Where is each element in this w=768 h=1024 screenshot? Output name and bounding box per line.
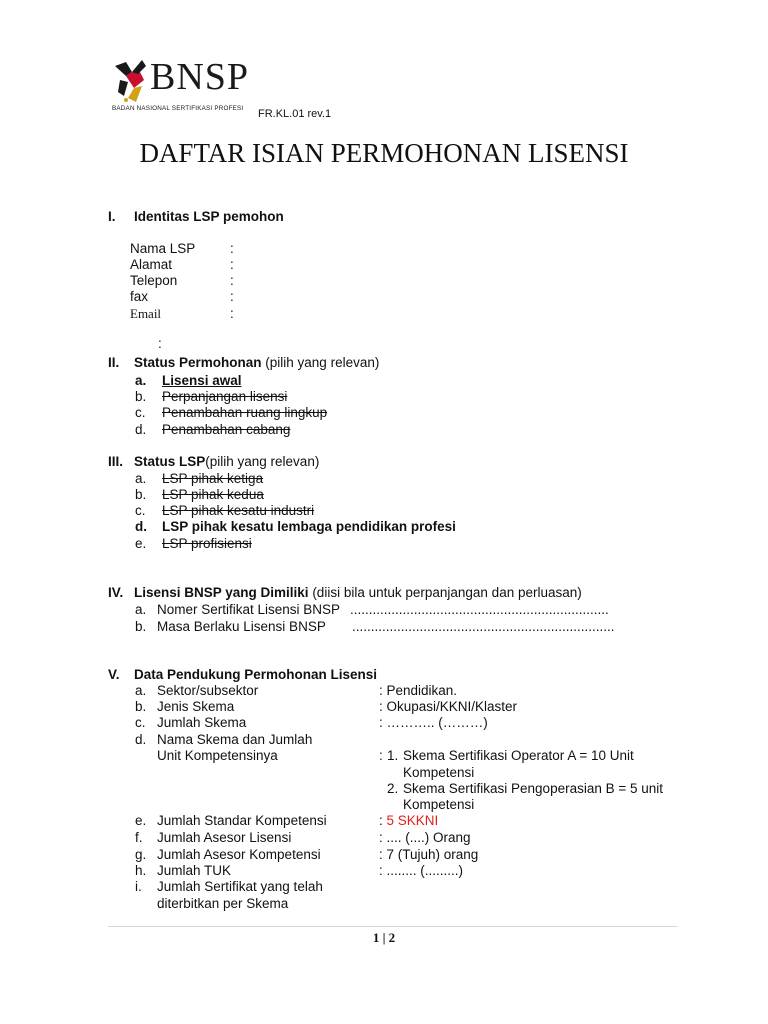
item-letter: d.	[135, 422, 147, 437]
data-row	[135, 830, 291, 845]
fill-dots: ......................................................................	[352, 619, 615, 634]
data-row	[135, 847, 321, 862]
section-title: Data Pendukung Permohonan Lisensi	[134, 667, 378, 682]
item-letter: b.	[135, 487, 147, 502]
page-title: DAFTAR ISIAN PERMOHONAN LISENSI	[139, 138, 629, 168]
item-value	[379, 813, 438, 828]
section-3-heading	[108, 454, 319, 469]
page-number: 1 | 2	[372, 930, 396, 945]
item-letter: a.	[135, 471, 147, 486]
item-text: LSP pihak ketiga	[162, 471, 264, 486]
scheme-list-text: Skema Sertifikasi Pengoperasian B = 5 unit	[403, 781, 664, 796]
field-colon: :	[230, 257, 234, 272]
item-text: Penambahan ruang lingkup	[162, 405, 328, 420]
section-number: II.	[108, 355, 120, 370]
item-text: LSP pihak kedua	[162, 487, 264, 502]
item-text: Masa Berlaku Lisensi BNSP	[157, 619, 326, 634]
scheme-list-number: 1.	[387, 748, 399, 763]
item-label: Jumlah Standar Kompetensi	[157, 813, 327, 828]
section-title: Lisensi BNSP yang Dimiliki	[134, 585, 309, 600]
logo-subtitle: BADAN NASIONAL SERTIFIKASI PROFESI	[112, 105, 244, 112]
logo-wordmark: BNSP	[150, 56, 250, 98]
stray-colon: :	[158, 336, 162, 351]
bnsp-logo	[112, 56, 252, 118]
list-item	[135, 373, 242, 388]
item-letter: b.	[135, 699, 147, 714]
item-letter: a.	[135, 602, 147, 617]
form-code: FR.KL.01 rev.1	[258, 108, 332, 120]
item-letter: a.	[135, 683, 147, 698]
section-number: I.	[108, 209, 116, 224]
item-value-highlight: 5 SKKNI	[386, 813, 439, 828]
item-value: : Pendidikan.	[379, 683, 458, 698]
item-letter: b.	[135, 389, 147, 404]
item-letter: b.	[135, 619, 147, 634]
section-number: V.	[108, 667, 120, 682]
field-label-email: Email	[130, 306, 162, 321]
item-label: Jumlah Sertifikat yang telah	[157, 879, 323, 894]
item-value: : ........ (.........)	[379, 863, 464, 878]
section-note: (diisi bila untuk perpanjangan dan perluasan)	[308, 585, 582, 600]
field-colon: :	[230, 273, 234, 288]
item-label: Sektor/subsektor	[157, 683, 259, 698]
section-title: Identitas LSP pemohon	[134, 209, 284, 224]
item-value: : .... (....) Orang	[379, 830, 471, 845]
field-label-alamat: Alamat	[130, 257, 173, 272]
list-item	[135, 471, 263, 486]
item-text: LSP pihak kesatu industri	[162, 503, 315, 518]
item-label: Jumlah TUK	[157, 863, 232, 878]
field-label-fax: fax	[130, 289, 149, 304]
scheme-list-text: Skema Sertifikasi Operator A = 10 Unit	[403, 748, 634, 763]
item-label-line2: diterbitkan per Skema	[157, 896, 289, 911]
item-text: Perpanjangan lisensi	[162, 389, 288, 404]
field-label-nama-lsp: Nama LSP	[130, 241, 196, 256]
field-label-telepon: Telepon	[130, 273, 178, 288]
item-label: Jenis Skema	[157, 699, 235, 714]
scheme-list-text: Kompetensi	[403, 797, 475, 812]
item-letter: f.	[135, 830, 143, 845]
section-number: IV.	[108, 585, 124, 600]
item-letter: i.	[135, 879, 142, 894]
item-value: : 7 (Tujuh) orang	[379, 847, 479, 862]
section-5-heading	[108, 667, 377, 682]
item-label: Jumlah Asesor Lisensi	[157, 830, 292, 845]
field-colon: :	[230, 306, 234, 321]
item-label: Nama Skema dan Jumlah	[157, 732, 313, 747]
section-1-heading	[108, 209, 284, 224]
scheme-list-number: 2.	[387, 781, 399, 796]
data-row	[135, 683, 258, 698]
field-colon: :	[230, 289, 234, 304]
item-label: Jumlah Skema	[157, 715, 247, 730]
footer-divider	[108, 926, 678, 927]
item-text: LSP pihak kesatu lembaga pendidikan profesi	[162, 519, 456, 534]
list-item	[135, 422, 290, 437]
section-note: (pilih yang relevan)	[261, 355, 380, 370]
scheme-list-text: Kompetensi	[403, 765, 475, 780]
item-label: Jumlah Asesor Kompetensi	[157, 847, 321, 862]
section-note: (pilih yang relevan)	[205, 454, 320, 469]
item-letter: d.	[135, 519, 147, 534]
garuda-emblem-icon	[112, 58, 152, 106]
list-item	[135, 602, 340, 617]
item-letter: c.	[135, 715, 146, 730]
item-text: LSP profisiensi	[162, 536, 252, 551]
item-value: : ……….. (………)	[379, 715, 488, 730]
section-number: III.	[108, 454, 124, 469]
field-colon: :	[230, 241, 234, 256]
item-text: Nomer Sertifikat Lisensi BNSP	[157, 602, 341, 617]
item-label-line2: Unit Kompetensinya	[157, 748, 278, 763]
item-letter: c.	[135, 405, 146, 420]
item-letter: h.	[135, 863, 147, 878]
list-item	[135, 503, 314, 518]
data-row	[135, 715, 246, 730]
item-letter: e.	[135, 813, 147, 828]
list-item	[135, 536, 252, 551]
list-item	[135, 487, 264, 502]
section-4-heading	[108, 585, 582, 600]
item-text: Lisensi awal	[162, 373, 242, 388]
item-colon: :	[379, 748, 383, 763]
item-value: : Okupasi/KKNI/Klaster	[379, 699, 518, 714]
data-row	[135, 732, 312, 747]
data-row	[135, 699, 234, 714]
list-item	[135, 389, 287, 404]
data-row	[135, 863, 231, 878]
item-text: Penambahan cabang	[162, 422, 291, 437]
item-letter: c.	[135, 503, 146, 518]
fill-dots: .....................................................................	[350, 602, 609, 617]
data-row	[135, 879, 323, 894]
item-letter: e.	[135, 536, 147, 551]
item-colon: :	[379, 813, 387, 828]
list-item	[135, 519, 456, 534]
section-title: Status Permohonan	[134, 355, 262, 370]
section-2-heading	[108, 355, 379, 370]
section-title: Status LSP	[134, 454, 206, 469]
item-letter: g.	[135, 847, 147, 862]
list-item	[135, 405, 327, 420]
list-item	[135, 619, 326, 634]
data-row	[135, 813, 327, 828]
item-letter: d.	[135, 732, 147, 747]
item-letter: a.	[135, 373, 147, 388]
